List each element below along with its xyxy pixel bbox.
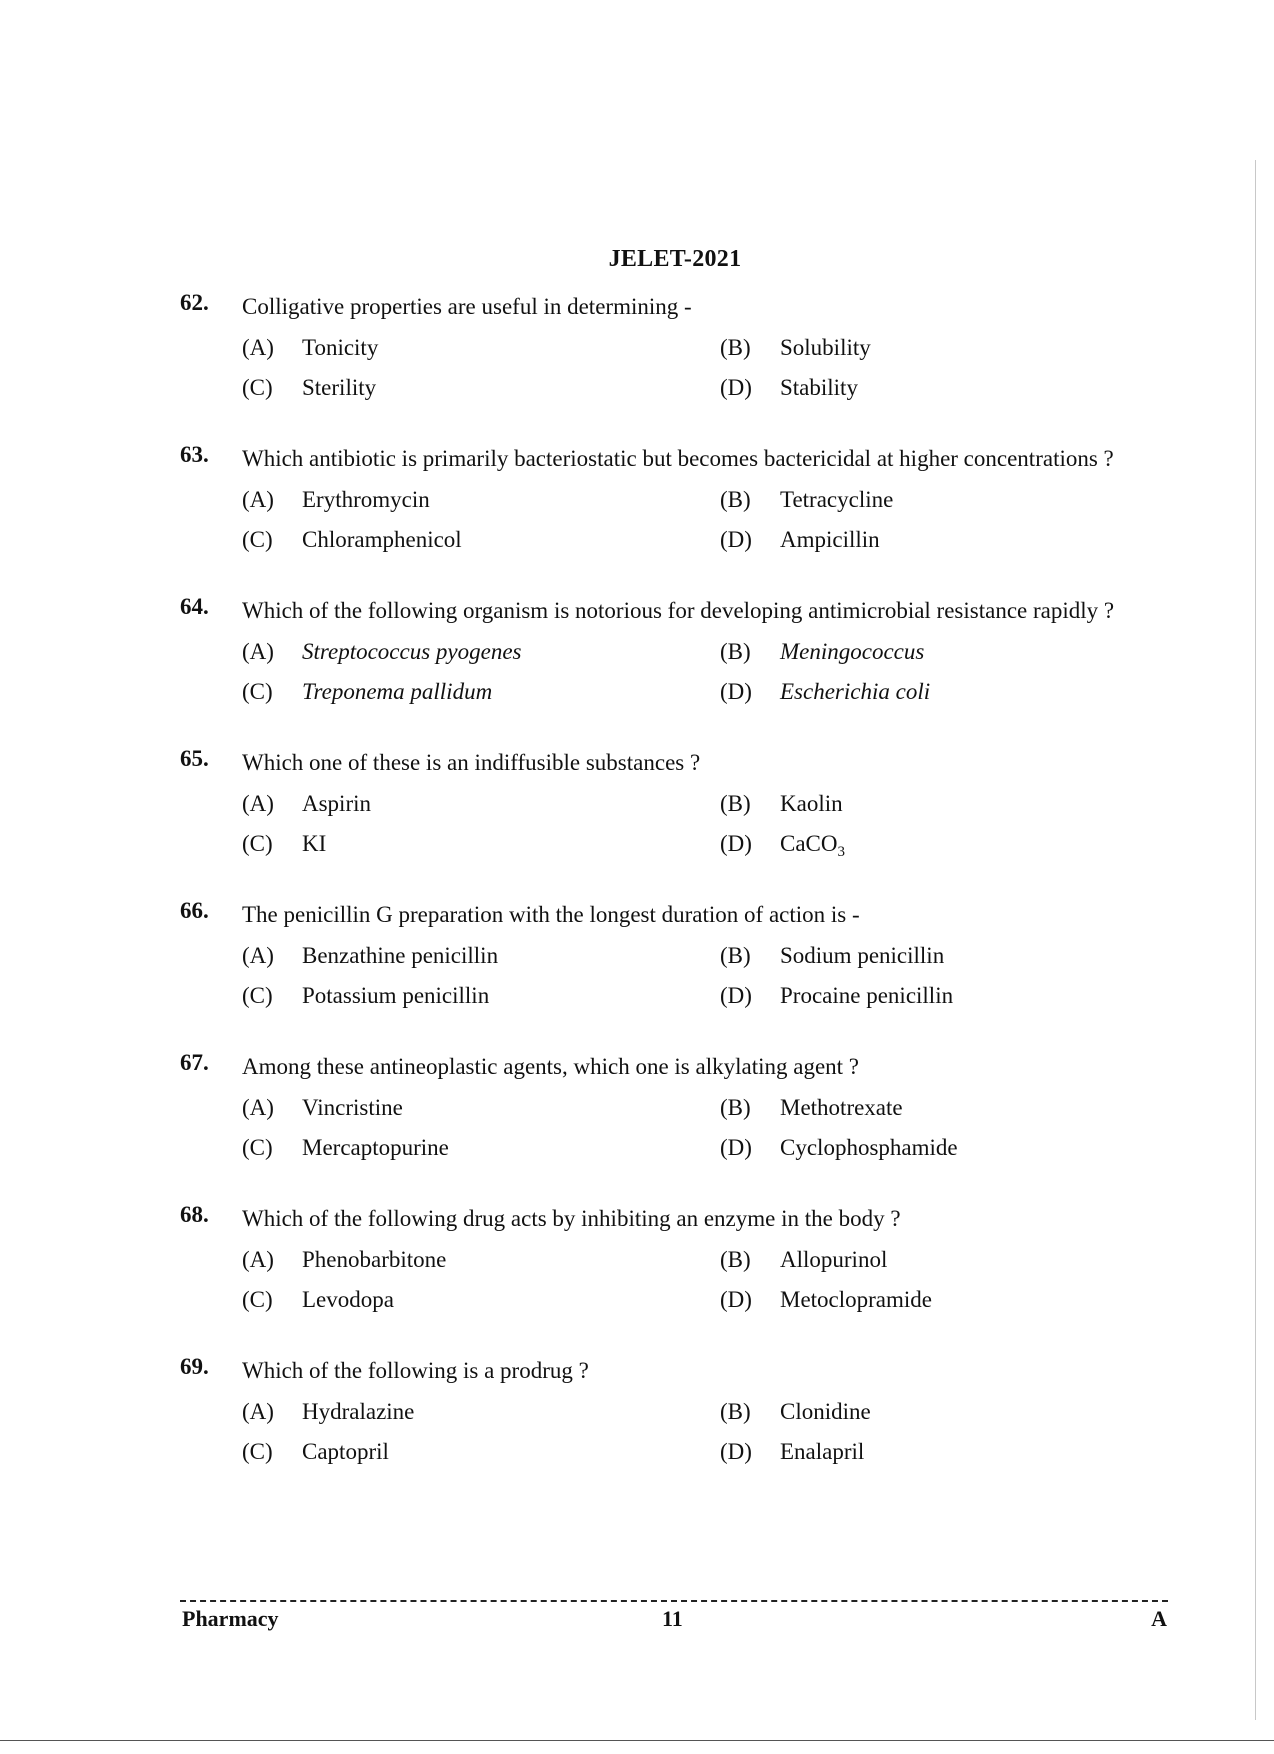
option-label: (B) [720, 943, 751, 968]
option-label: (C) [242, 983, 273, 1008]
option-label: (A) [242, 487, 274, 512]
option-text: Mercaptopurine [302, 1135, 449, 1160]
option-text: Tetracycline [780, 487, 894, 512]
question-text: Which of the following organism is notorious for developing antimicrobial resistance rapidly ? [242, 598, 1115, 623]
footer-divider [180, 1600, 1168, 1602]
option-label: (D) [720, 1439, 752, 1464]
question-number: 68. [180, 1202, 209, 1227]
option-d [720, 674, 1170, 710]
option-label: (C) [242, 679, 273, 704]
option-text: Methotrexate [780, 1095, 903, 1120]
question-text: Which antibiotic is primarily bacteriostatic but becomes bactericidal at higher concentrations ? [242, 446, 1114, 471]
question-number: 65. [180, 746, 209, 771]
option-d [720, 370, 1170, 406]
question-number: 66. [180, 898, 209, 923]
option-label: (A) [242, 335, 274, 360]
option-label: (B) [720, 487, 751, 512]
option-text: Captopril [302, 1439, 389, 1464]
option-grid [242, 482, 1150, 558]
option-label: (B) [720, 639, 751, 664]
option-d [720, 978, 1170, 1014]
option-text: Potassium penicillin [302, 983, 490, 1008]
option-text: Clonidine [780, 1399, 871, 1424]
question-number: 69. [180, 1354, 209, 1379]
footer-subject: Pharmacy [182, 1606, 279, 1631]
question-text: Colligative properties are useful in determining - [242, 294, 692, 319]
option-label: (A) [242, 791, 274, 816]
formula-subscript: 3 [837, 844, 845, 860]
option-c [242, 370, 720, 406]
option-text: Treponema pallidum [302, 679, 493, 704]
question-67 [180, 1050, 1150, 1166]
option-a [242, 938, 720, 974]
option-b [720, 786, 1170, 822]
question-69 [180, 1354, 1150, 1470]
option-d [720, 826, 1170, 862]
option-a [242, 1394, 720, 1430]
question-text: Which one of these is an indiffusible substances ? [242, 750, 701, 775]
option-label: (D) [720, 983, 752, 1008]
option-text: Escherichia coli [780, 679, 931, 704]
page-footer [182, 1606, 1167, 1640]
option-grid [242, 1090, 1150, 1166]
question-63 [180, 442, 1150, 558]
option-label: (D) [720, 527, 752, 552]
option-b [720, 1242, 1170, 1278]
option-text: Stability [780, 375, 858, 400]
option-d [720, 1434, 1170, 1470]
option-label: (C) [242, 527, 273, 552]
option-text: Phenobarbitone [302, 1247, 447, 1272]
question-62 [180, 290, 1150, 406]
question-64 [180, 594, 1150, 710]
option-text: Streptococcus pyogenes [302, 639, 522, 664]
option-label: (A) [242, 1247, 274, 1272]
exam-title: JELET-2021 [608, 246, 742, 272]
option-text: Sodium penicillin [780, 943, 945, 968]
question-number: 64. [180, 594, 209, 619]
question-65 [180, 746, 1150, 862]
option-b [720, 482, 1170, 518]
option-label: (B) [720, 1399, 751, 1424]
option-b [720, 938, 1170, 974]
footer-page-number: 11 [662, 1606, 683, 1631]
question-text: The penicillin G preparation with the longest duration of action is - [242, 902, 860, 927]
option-d [720, 522, 1170, 558]
option-text: Meningococcus [780, 639, 925, 664]
option-label: (A) [242, 1399, 274, 1424]
option-c [242, 1434, 720, 1470]
option-a [242, 786, 720, 822]
option-label: (A) [242, 1095, 274, 1120]
option-c [242, 522, 720, 558]
option-text: Procaine penicillin [780, 983, 954, 1008]
option-text: Hydralazine [302, 1399, 415, 1424]
option-text: Kaolin [780, 791, 843, 816]
option-text: Tonicity [302, 335, 379, 360]
question-number: 62. [180, 290, 209, 315]
option-text: KI [302, 831, 327, 856]
option-a [242, 634, 720, 670]
option-label: (B) [720, 1247, 751, 1272]
option-b [720, 1394, 1170, 1430]
option-text: Cyclophosphamide [780, 1135, 958, 1160]
option-text: Allopurinol [780, 1247, 888, 1272]
option-label: (C) [242, 375, 273, 400]
option-text: Erythromycin [302, 487, 430, 512]
option-label: (D) [720, 375, 752, 400]
footer-set-code: A [1151, 1606, 1167, 1631]
option-a [242, 1242, 720, 1278]
option-text: Chloramphenicol [302, 527, 462, 552]
option-label: (D) [720, 1135, 752, 1160]
option-c [242, 1130, 720, 1166]
option-label: (A) [242, 943, 274, 968]
option-label: (B) [720, 791, 751, 816]
option-label: (D) [720, 1287, 752, 1312]
option-grid [242, 1394, 1150, 1470]
option-label: (B) [720, 335, 751, 360]
bottom-edge-line [0, 1740, 1274, 1741]
question-text: Which of the following is a prodrug ? [242, 1358, 589, 1383]
option-grid [242, 1242, 1150, 1318]
question-66 [180, 898, 1150, 1014]
question-number: 63. [180, 442, 209, 467]
option-label: (C) [242, 831, 273, 856]
option-grid [242, 330, 1150, 406]
option-text: Vincristine [302, 1095, 403, 1120]
question-text: Which of the following drug acts by inhibiting an enzyme in the body ? [242, 1206, 901, 1231]
option-b [720, 1090, 1170, 1126]
option-text: Sterility [302, 375, 377, 400]
option-c [242, 1282, 720, 1318]
question-number: 67. [180, 1050, 209, 1075]
question-68 [180, 1202, 1150, 1318]
option-c [242, 674, 720, 710]
option-label: (C) [242, 1135, 273, 1160]
option-d [720, 1282, 1170, 1318]
option-b [720, 330, 1170, 366]
option-label: (D) [720, 679, 752, 704]
option-text: Levodopa [302, 1287, 394, 1312]
option-grid [242, 786, 1150, 862]
question-list [180, 290, 1150, 1506]
option-label: (B) [720, 1095, 751, 1120]
option-grid [242, 938, 1150, 1014]
option-label: (C) [242, 1287, 273, 1312]
option-b [720, 634, 1170, 670]
page-edge-line [1255, 160, 1256, 1720]
option-text: Enalapril [780, 1439, 865, 1464]
option-a [242, 482, 720, 518]
option-text: Benzathine penicillin [302, 943, 499, 968]
option-c [242, 826, 720, 862]
option-text: Ampicillin [780, 527, 880, 552]
option-a [242, 330, 720, 366]
option-c [242, 978, 720, 1014]
option-a [242, 1090, 720, 1126]
option-grid [242, 634, 1150, 710]
option-label: (D) [720, 831, 752, 856]
option-label: (A) [242, 639, 274, 664]
option-text: Aspirin [302, 791, 371, 816]
option-text [780, 826, 845, 862]
option-text: Solubility [780, 335, 871, 360]
option-d [720, 1130, 1170, 1166]
option-label: (C) [242, 1439, 273, 1464]
question-text: Among these antineoplastic agents, which one is alkylating agent ? [242, 1054, 860, 1079]
formula-base: CaCO [780, 831, 838, 856]
option-text: Metoclopramide [780, 1287, 933, 1312]
